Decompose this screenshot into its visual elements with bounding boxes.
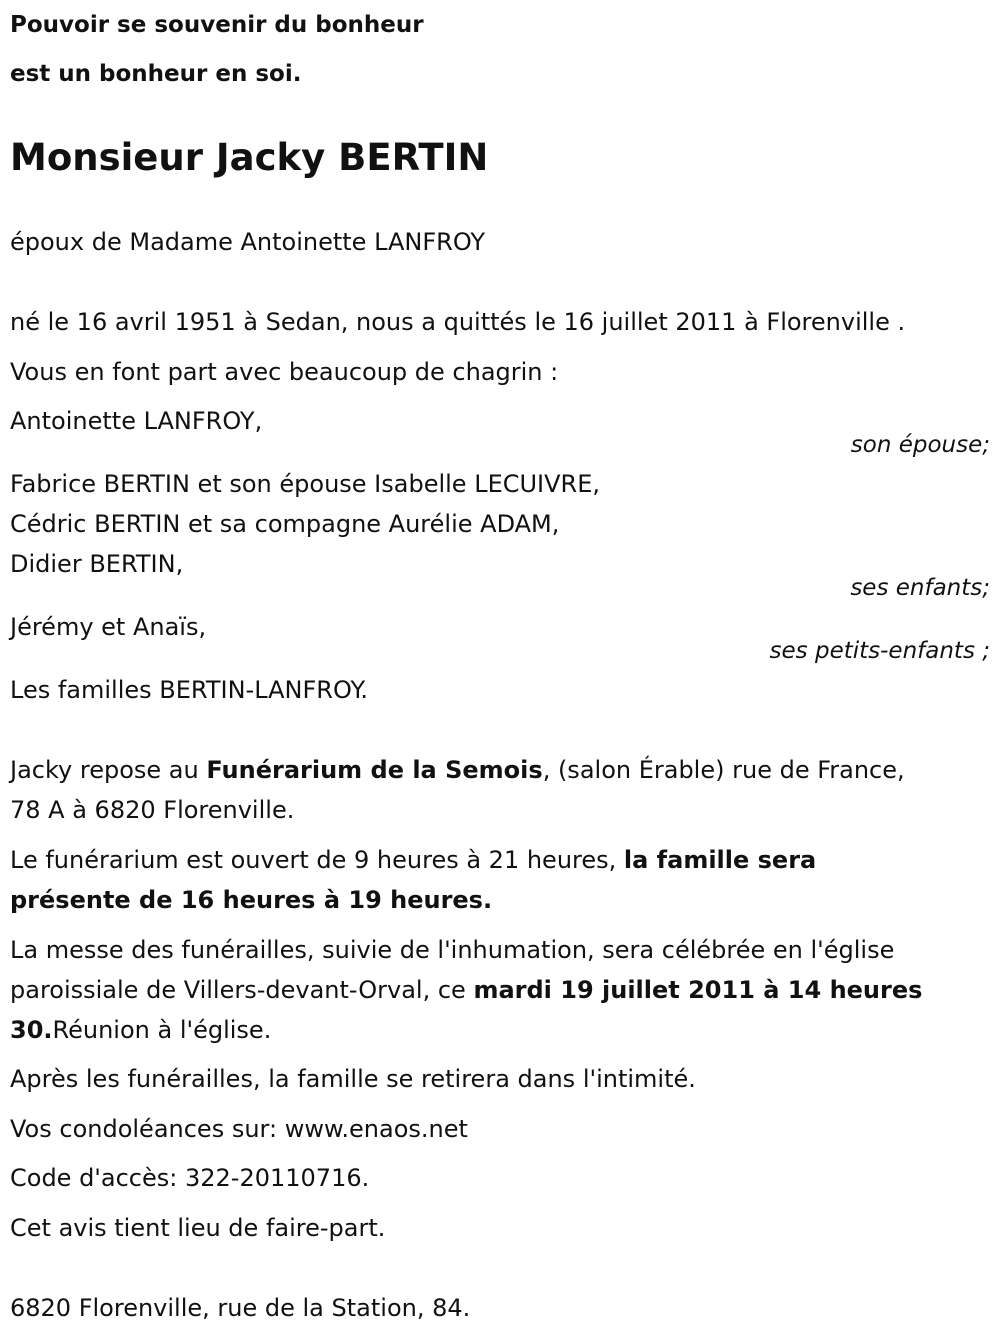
family-children-role: ses enfants; <box>850 575 990 601</box>
mass-line-1: La messe des funérailles, suivie de l'inhumation, sera célébrée en l'église <box>10 936 895 964</box>
opening-hours-text: Le funérarium est ouvert de 9 heures à 21 heures, <box>10 846 624 874</box>
family-spouse-role: son épouse; <box>850 432 990 458</box>
family-child-2: Cédric BERTIN et sa compagne Aurélie ADAM, <box>10 510 560 538</box>
funeral-home-line-1 <box>10 755 905 785</box>
funeral-home-line-2: 78 A à 6820 Florenville. <box>10 796 295 824</box>
closing-access-code: Code d'accès: 322-20110716. <box>10 1164 370 1192</box>
family-grandchildren: Jérémy et Anaïs, <box>10 613 207 641</box>
epigraph-line-1: Pouvoir se souvenir du bonheur <box>10 12 424 38</box>
closing-intimacy: Après les funérailles, la famille se retirera dans l'intimité. <box>10 1065 696 1093</box>
mass-line-2 <box>10 975 922 1005</box>
opening-hours-bold-1: la famille sera <box>623 846 817 874</box>
family-spouse-name: Antoinette LANFROY, <box>10 407 263 435</box>
family-child-1: Fabrice BERTIN et son épouse Isabelle LECUIVRE, <box>10 470 601 498</box>
opening-hours-bold-2: présente de 16 heures à 19 heures. <box>10 886 493 914</box>
funeral-home-name: Funérarium de la Semois <box>206 756 543 784</box>
mass-line-2-bold: mardi 19 juillet 2011 à 14 heures <box>473 976 923 1004</box>
family-child-3: Didier BERTIN, <box>10 550 184 578</box>
mass-line-3-text: Réunion à l'église. <box>52 1016 272 1044</box>
funeral-home-text-after: , (salon Érable) rue de France, <box>542 756 905 784</box>
funeral-home-text-before: Jacky repose au <box>10 756 207 784</box>
closing-notice: Cet avis tient lieu de faire-part. <box>10 1214 386 1242</box>
birth-death-line: né le 16 avril 1951 à Sedan, nous a quittés le 16 juillet 2011 à Florenville . <box>10 308 906 336</box>
mass-line-3 <box>10 1015 271 1045</box>
opening-hours-line-1 <box>10 845 816 875</box>
closing-condolences: Vos condoléances sur: www.enaos.net <box>10 1115 468 1143</box>
opening-hours-line-2 <box>10 885 492 915</box>
spouse-line: époux de Madame Antoinette LANFROY <box>10 228 486 256</box>
deceased-name: Monsieur Jacky BERTIN <box>10 136 489 179</box>
family-families: Les familles BERTIN-LANFROY. <box>10 676 368 704</box>
epigraph-line-2: est un bonheur en soi. <box>10 61 302 87</box>
footer-address: 6820 Florenville, rue de la Station, 84. <box>10 1294 471 1322</box>
announcement-intro: Vous en font part avec beaucoup de chagrin : <box>10 358 559 386</box>
obituary-notice <box>10 0 990 1342</box>
mass-line-2-text: paroissiale de Villers-devant-Orval, ce <box>10 976 474 1004</box>
family-grandchildren-role: ses petits-enfants ; <box>769 638 990 664</box>
mass-line-3-bold: 30. <box>10 1016 53 1044</box>
